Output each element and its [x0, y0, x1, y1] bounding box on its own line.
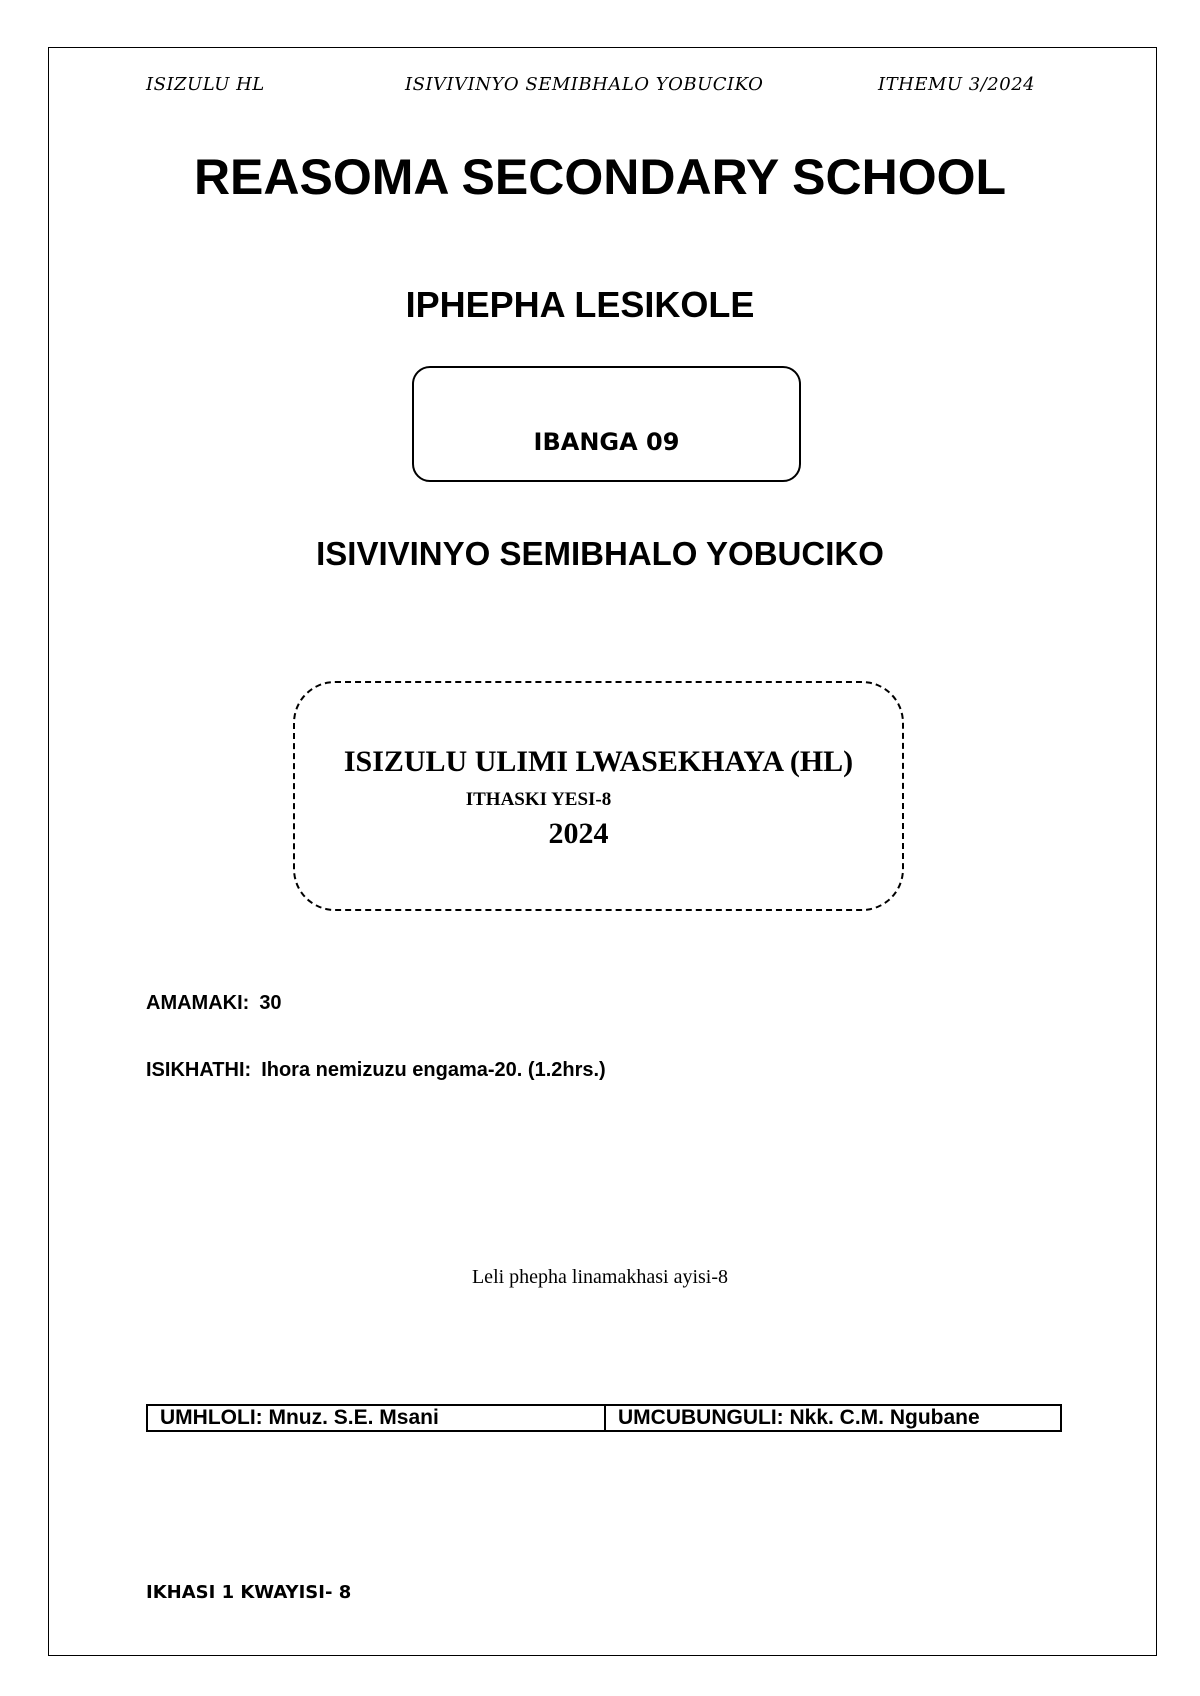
- subject-task: ITHASKI YESI-8: [465, 789, 612, 810]
- grade-box: [412, 366, 801, 482]
- time-row: [146, 1059, 606, 1082]
- page-number-footer: IKHASI 1 KWAYISI- 8: [146, 1582, 352, 1603]
- marks-row: [146, 992, 282, 1015]
- grade-label: IBANGA 09: [533, 428, 680, 456]
- time-label: ISIKHATHI:: [146, 1059, 252, 1081]
- pages-note: Leli phepha linamakhasi ayisi-8: [471, 1266, 729, 1288]
- time-value: Ihora nemizuzu engama-20. (1.2hrs.): [261, 1059, 606, 1081]
- moderator-cell: UMCUBUNGULI: Nkk. C.M. Ngubane: [618, 1406, 980, 1429]
- header-subject: ISIZULU HL: [146, 74, 265, 95]
- school-name: REASOMA SECONDARY SCHOOL: [193, 149, 1007, 205]
- marks-label: AMAMAKI:: [146, 992, 250, 1014]
- paper-type: IPHEPHA LESIKOLE: [405, 284, 755, 325]
- marks-value: 30: [259, 992, 282, 1014]
- subject-name: ISIZULU ULIMI LWASEKHAYA (HL): [343, 745, 854, 778]
- subject-year: 2024: [548, 817, 609, 850]
- teacher-cell: UMHLOLI: Mnuz. S.E. Msani: [148, 1406, 606, 1430]
- staff-table: [146, 1404, 1062, 1432]
- header-term: ITHEMU 3/2024: [878, 74, 1036, 95]
- header-test-type: ISIVIVINYO SEMIBHALO YOBUCIKO: [405, 74, 764, 95]
- test-type-title: ISIVIVINYO SEMIBHALO YOBUCIKO: [316, 535, 884, 572]
- subject-box: [293, 681, 904, 911]
